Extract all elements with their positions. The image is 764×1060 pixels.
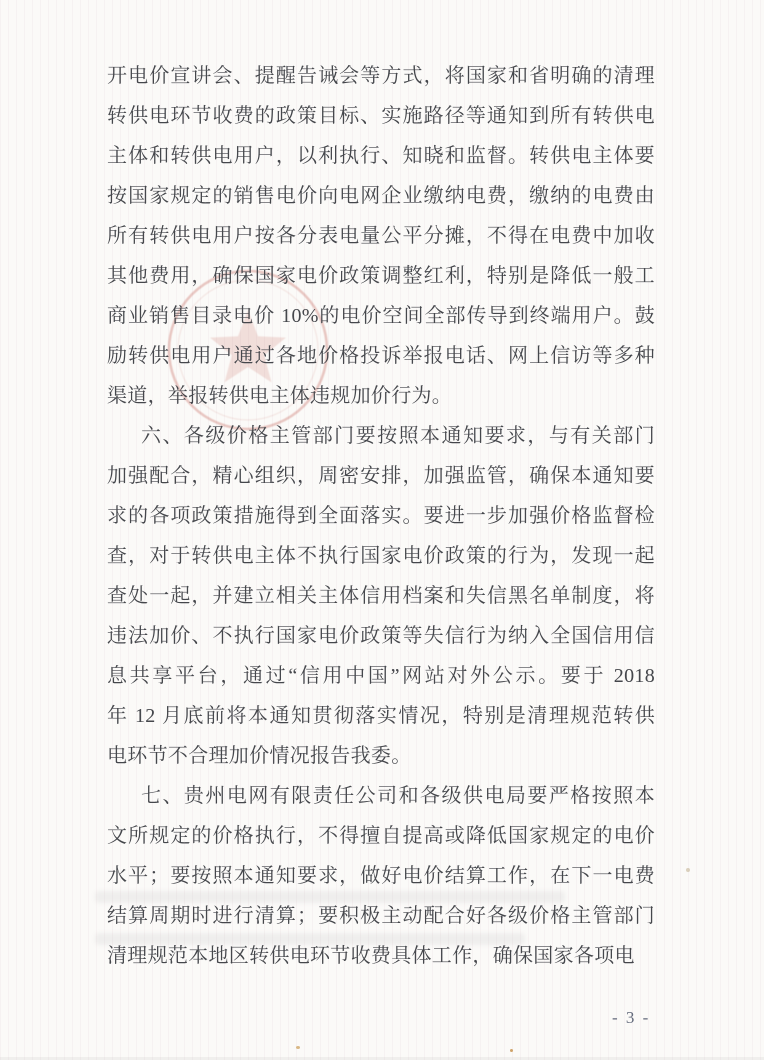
scan-speckle (686, 868, 690, 872)
text-line: 六、各级价格主管部门要按照本通知要求，与有关部门 (141, 425, 655, 447)
text-line: 加强配合，精心组织，周密安排，加强监管，确保本通知要 (107, 465, 655, 487)
text-line: 励转供电用户通过各地价格投诉举报电话、网上信访等多种 (107, 345, 655, 367)
text-line: 水平；要按照本通知要求，做好电价结算工作，在下一电费 (107, 865, 655, 887)
text-line: 违法加价、不执行国家电价政策等失信行为纳入全国信用信 (107, 625, 655, 647)
text-line: 商业销售目录电价 10%的电价空间全部传导到终端用户。鼓 (107, 305, 655, 327)
text-line: 电环节不合理加价情况报告我委。 (107, 745, 412, 767)
text-line: 其他费用，确保国家电价政策调整红利，特别是降低一般工 (107, 265, 655, 287)
text-line: 所有转供电用户按各分表电量公平分摊，不得在电费中加收 (107, 225, 655, 247)
text-line: 开电价宣讲会、提醒告诫会等方式，将国家和省明确的清理 (107, 65, 655, 87)
text-line: 查，对于转供电主体不执行国家电价政策的行为，发现一起 (107, 545, 655, 567)
text-line: 结算周期时进行清算；要积极主动配合好各级价格主管部门 (107, 905, 655, 927)
page-number: - 3 - (612, 1008, 651, 1027)
text-line: 年 12 月底前将本通知贯彻落实情况，特别是清理规范转供 (107, 705, 655, 727)
text-line: 七、贵州电网有限责任公司和各级供电局要严格按照本 (141, 785, 655, 807)
scan-speckle (296, 1046, 300, 1049)
text-line: 按国家规定的销售电价向电网企业缴纳电费，缴纳的电费由 (107, 185, 655, 207)
text-line: 查处一起，并建立相关主体信用档案和失信黑名单制度，将 (107, 585, 655, 607)
text-line: 主体和转供电用户，以利执行、知晓和监督。转供电主体要 (107, 145, 655, 167)
paragraph (107, 56, 655, 416)
text-line: 文所规定的价格执行，不得擅自提高或降低国家规定的电价 (107, 825, 655, 847)
scan-speckle (510, 1049, 513, 1052)
text-line: 转供电环节收费的政策目标、实施路径等通知到所有转供电 (107, 105, 655, 127)
document-body (107, 56, 655, 976)
text-line: 渠道，举报转供电主体违规加价行为。 (107, 385, 453, 407)
text-line: 清理规范本地区转供电环节收费具体工作，确保国家各项电 (107, 945, 635, 967)
paragraph (107, 776, 655, 976)
text-line: 求的各项政策措施得到全面落实。要进一步加强价格监督检 (107, 505, 655, 527)
text-line: 息共享平台，通过“信用中国”网站对外公示。要于 2018 (107, 665, 655, 687)
paragraph (107, 416, 655, 776)
